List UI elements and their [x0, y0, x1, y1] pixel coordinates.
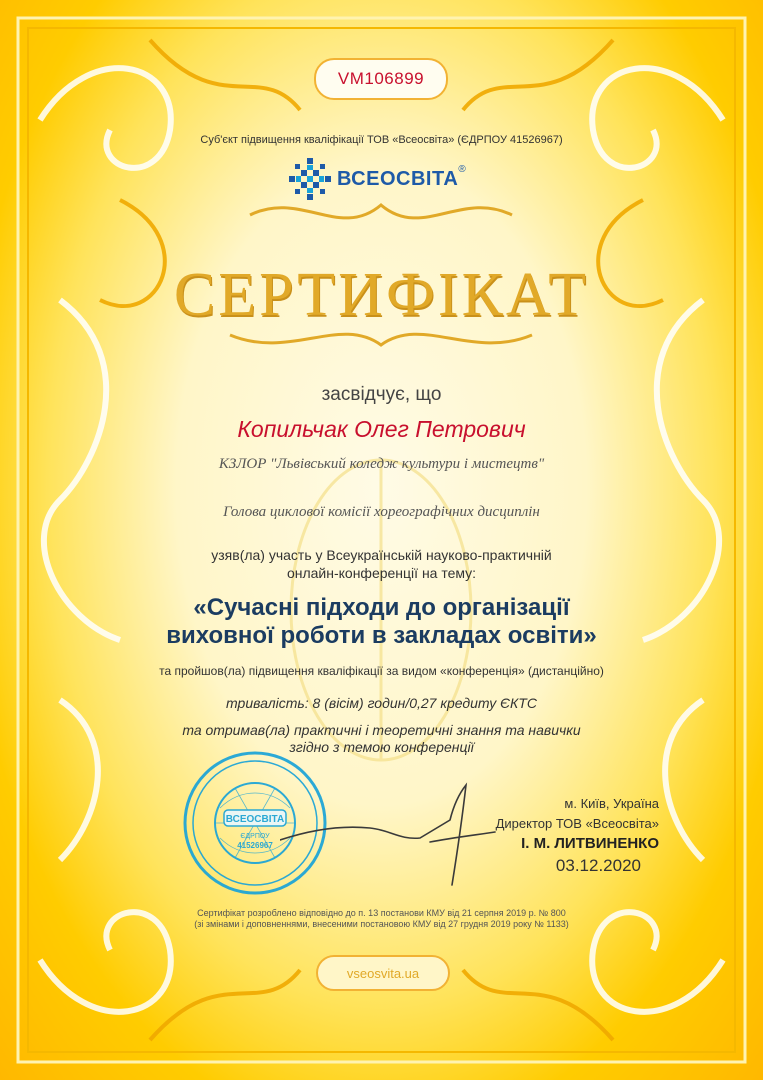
knowledge-line-1: та отримав(ла) практичні і теоретичні знання та навички — [182, 722, 581, 738]
certificate-title: СЕРТИФІКАТ — [173, 261, 590, 329]
knowledge-text — [0, 722, 763, 756]
conference-topic — [0, 594, 763, 650]
director-name: І. М. ЛИТВИНЕНКО — [521, 835, 659, 852]
knowledge-line-2: згідно з темою конференції — [289, 739, 474, 755]
recipient-name: Копильчак Олег Петрович — [237, 416, 526, 442]
duration-text: тривалість: 8 (вісім) годин/0,27 кредиту ЄКТС — [226, 695, 537, 711]
organization: КЗЛОР "Львівський коледж культури і мистецтв" — [218, 456, 545, 472]
signature-block — [496, 794, 659, 878]
website: vseosvita.ua — [346, 965, 420, 981]
legal-note-line-1: Сертифікат розроблено відповідно до п. 13 постанови КМУ від 21 серпня 2019 р. № 800 — [197, 908, 566, 918]
director-signature — [280, 780, 500, 890]
legal-note-line-2: (зі змінами і доповненнями, внесеними постановою КМУ від 27 грудня 2019 року № 1133) — [194, 919, 569, 929]
participation-line-1: узяв(ла) участь у Всеукраїнській науково-практичній — [211, 547, 552, 563]
position: Голова циклової комісії хореографічних дисциплін — [223, 504, 540, 520]
logo-name: ВСЕОСВІТА — [337, 167, 459, 190]
issue-date: 03.12.2020 — [555, 856, 641, 875]
topic-line-2: виховної роботи в закладах освіти» — [166, 622, 597, 649]
registered-mark: ® — [458, 163, 466, 175]
participation-text — [0, 546, 763, 582]
participation-line-2: онлайн-конференції на тему: — [286, 565, 477, 581]
topic-line-1: «Сучасні підходи до організації — [193, 594, 570, 621]
completion-text: та пройшов(ла) підвищення кваліфікації за видом «конференція» (дистанційно) — [159, 664, 604, 678]
legal-note — [0, 908, 763, 930]
certificate-number: VM106899 — [337, 69, 425, 88]
website-box — [316, 955, 450, 991]
certifies-text: засвідчує, що — [321, 384, 442, 405]
subject-line: Суб'єкт підвищення кваліфікації ТОВ «Всеосвіта» (ЄДРПОУ 41526967) — [200, 134, 563, 146]
seal-code: 41526967 — [237, 841, 273, 850]
logo — [287, 154, 487, 204]
city: м. Київ, Україна — [564, 796, 659, 811]
seal-center-text: ВСЕОСВІТА — [225, 814, 285, 825]
snowflake-logo-icon — [287, 156, 333, 202]
certificate-number-box — [314, 58, 448, 100]
seal-code-label: ЄДРПОУ — [240, 833, 270, 840]
director-title: Директор ТОВ «Всеосвіта» — [495, 816, 659, 831]
